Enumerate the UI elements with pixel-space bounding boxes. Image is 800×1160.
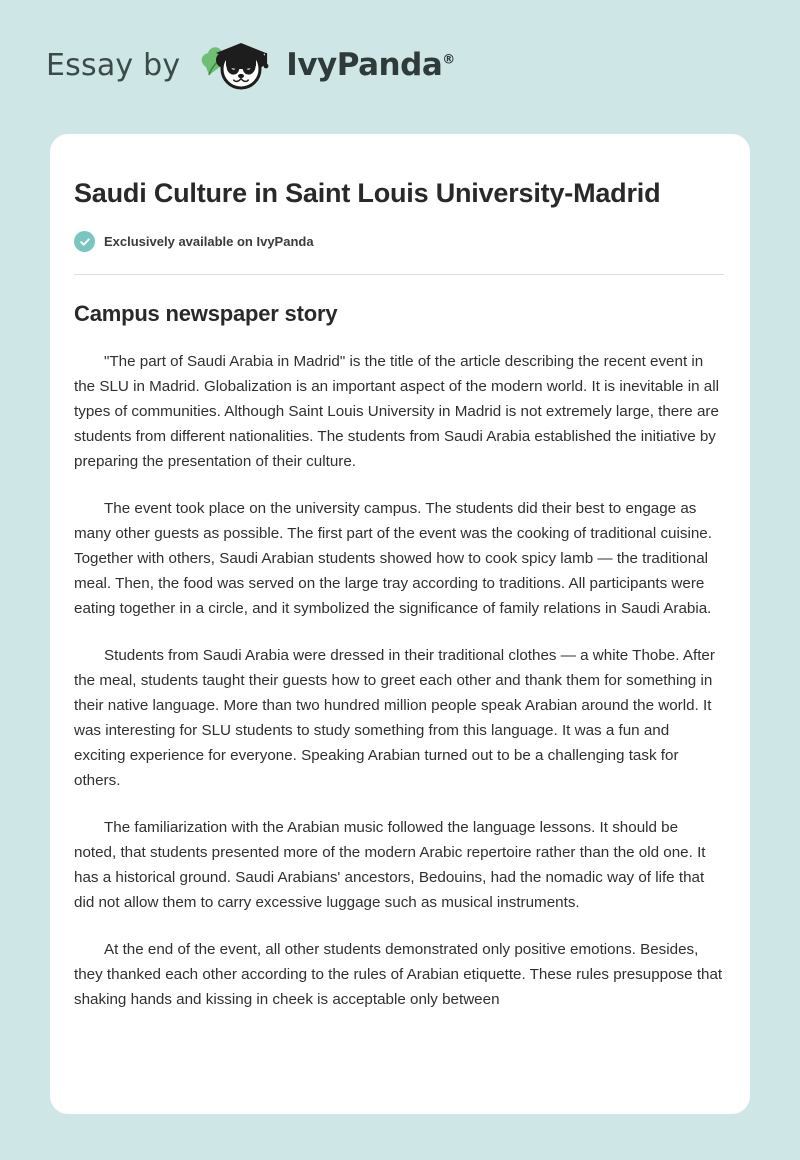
paragraph: The familiarization with the Arabian music followed the language lessons. It should be noted, that students presented more of the modern Arabic repertoire rather than the old one. It has a historical ground. Saudi Arabians' ancestors, Bedouins, had the nomadic way of life that did not allow them to carry excessive luggage such as musical instruments.: [74, 819, 706, 911]
registered-mark: ®: [442, 52, 455, 68]
brand-name: [286, 47, 454, 83]
site-header: [0, 0, 800, 92]
status-badge-label: Exclusively available on IvyPanda: [104, 234, 314, 249]
section-heading: Campus newspaper story: [74, 301, 338, 326]
brand-name-text: IvyPanda: [286, 47, 443, 83]
panda-graduate-icon: [196, 35, 284, 95]
ivypanda-logo[interactable]: [196, 35, 454, 95]
check-circle-icon: [74, 231, 95, 252]
essay-by-label: Essay by: [46, 47, 181, 83]
divider: [74, 274, 724, 275]
paragraph: "The part of Saudi Arabia in Madrid" is the title of the article describing the recent event in the SLU in Madrid. Globalization is an important aspect of the modern world. It is inevitable in all types of communities. Although Saint Louis University in Madrid is not extremely large, there are students from different nationalities. The students from Saudi Arabia established the initiative by preparing the presentation of their culture.: [74, 353, 719, 470]
page-title: Saudi Culture in Saint Louis University-Madrid: [74, 178, 661, 208]
essay-card: [50, 134, 750, 1114]
paragraph: At the end of the event, all other students demonstrated only positive emotions. Besides, they thanked each other according to the rules of Arabian etiquette. These rules presuppose that shaking hands and kissing in cheek is acceptable only between: [74, 941, 723, 1008]
exclusive-badge: [74, 231, 724, 252]
paragraph: The event took place on the university campus. The students did their best to engage as many other guests as possible. The first part of the event was the cooking of traditional cuisine. Together with others, Saudi Arabian students showed how to cook spicy lamb — the traditional meal. Then, the food was served on the large tray according to traditions. All participants were eating together in a circle, and it symbolized the significance of family relations in Saudi Arabia.: [74, 500, 712, 617]
paragraph: Students from Saudi Arabia were dressed in their traditional clothes — a white Thobe. After the meal, students taught their guests how to greet each other and thank them for something in their native language. More than two hundred million people speak Arabian around the world. It was interesting for SLU students to study something from this language. It was a fun and exciting experience for everyone. Speaking Arabian turned out to be a challenging task for others.: [74, 647, 715, 789]
